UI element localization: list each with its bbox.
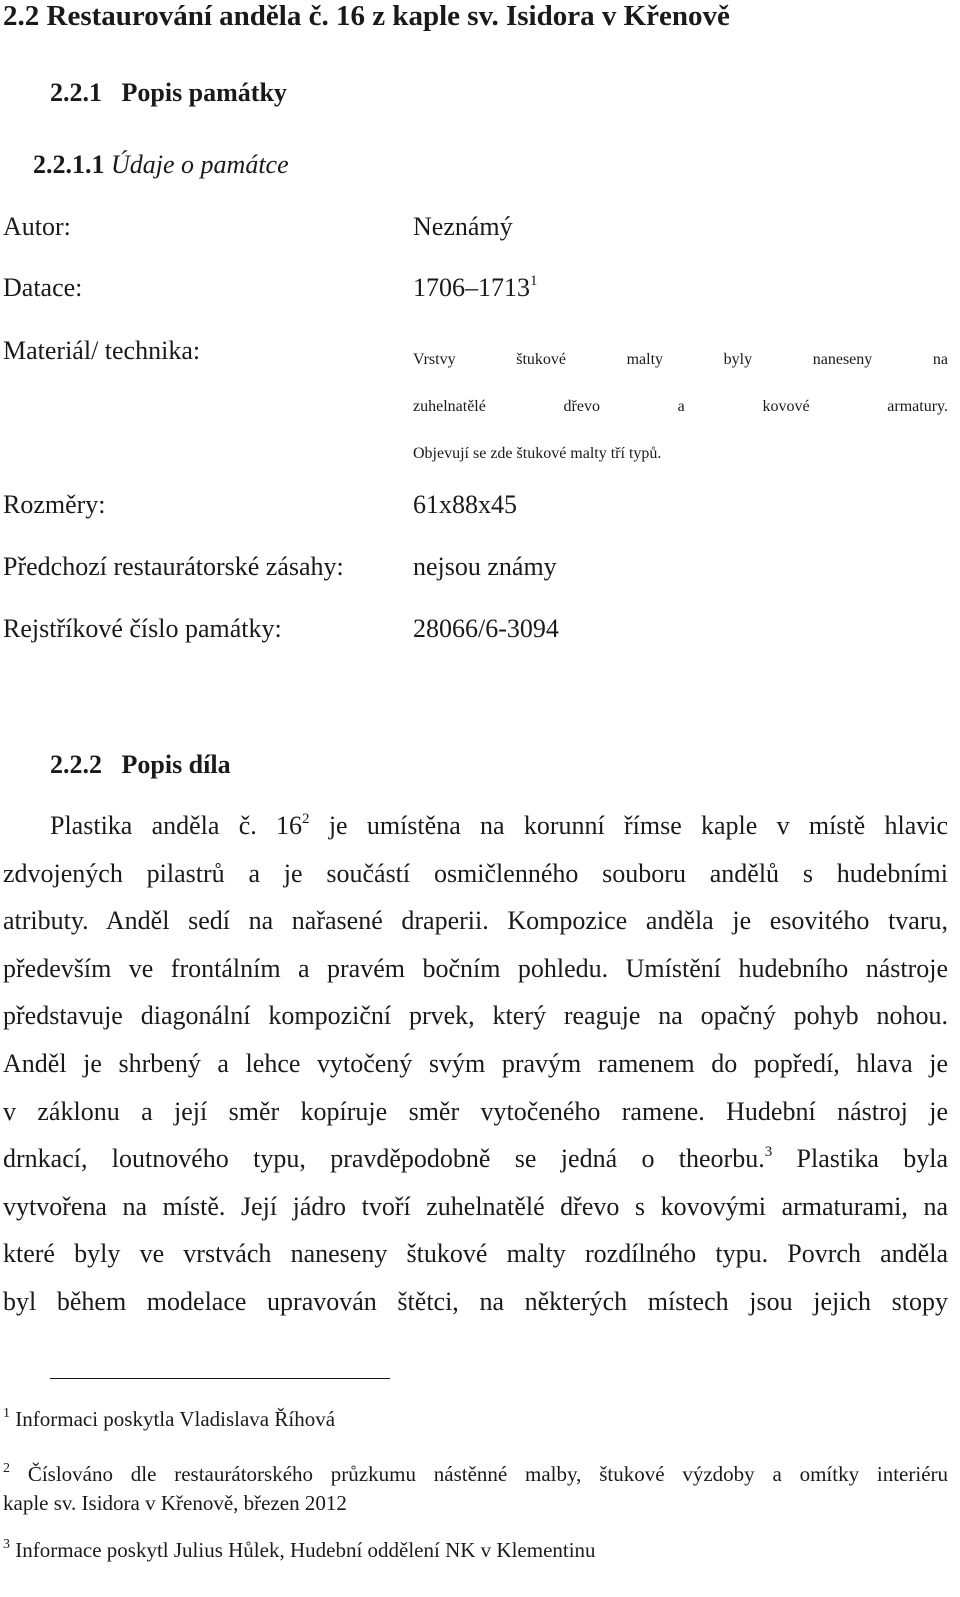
- footnote-text: Číslováno dle restaurátorského průzkumu nástěnné malby, štukové výzdoby a omítky interiéru: [27, 1462, 949, 1486]
- paragraph-line: atributy. Anděl sedí na nařasené draperii. Kompozice anděla je esovitého tvaru,: [3, 906, 948, 936]
- heading-number: 2.2.2: [50, 750, 102, 779]
- text-run: Plastika byla: [772, 1144, 948, 1174]
- footnote-line: [3, 1460, 948, 1489]
- footnote-line: kaple sv. Isidora v Křenově, březen 2012: [3, 1491, 347, 1515]
- paragraph-line: byl během modelace upravován štětci, na některých místech jsou jejich stopy: [3, 1286, 948, 1316]
- footnote-2: [3, 1460, 948, 1518]
- text-run: drnkací, loutnového typu, pravděpodobně se jedná o theorbu.: [3, 1144, 765, 1174]
- footnote-line: [3, 1405, 948, 1434]
- material-value: [413, 336, 948, 477]
- registry-number-label: Rejstříkové číslo památky:: [3, 614, 282, 643]
- dating-value: [413, 273, 538, 303]
- dating-text: 1706–1713: [413, 273, 530, 302]
- author-value: Neznámý: [413, 212, 513, 241]
- footnote-ref-2: 2: [302, 811, 310, 827]
- footnote-line: [3, 1536, 948, 1565]
- paragraph-line: především ve frontálním a pravém bočním pohledu. Umístění hudebního nástroje: [3, 953, 948, 983]
- footnote-text: Informaci poskytla Vladislava Říhová: [15, 1407, 336, 1431]
- prior-interventions-label: Předchozí restaurátorské zásahy:: [3, 552, 344, 581]
- heading-number: 2.2.1.1: [33, 150, 105, 179]
- registry-number-value: 28066/6-3094: [413, 614, 559, 643]
- footnote-separator: [50, 1378, 390, 1379]
- material-line: Objevují se zde štukové malty tří typů.: [413, 445, 662, 462]
- heading-number: 2.2.1: [50, 78, 102, 107]
- author-label: Autor:: [3, 212, 71, 241]
- footnote-number: 2: [3, 1461, 10, 1476]
- heading-title: Údaje o památce: [111, 150, 289, 179]
- description-paragraph: [3, 802, 948, 1326]
- footnote-ref-3: 3: [764, 1144, 773, 1161]
- paragraph-line: zdvojených pilastrů a je součástí osmičlenného souboru andělů s hudebními: [3, 858, 948, 888]
- material-line: zuhelnatělé dřevo a kovové armatury.: [413, 398, 948, 415]
- text-run: je umístěna na korunní římse kaple v místě hlavic: [309, 811, 948, 840]
- paragraph-line: v záklonu a její směr kopíruje směr vytočeného ramene. Hudební nástroj je: [3, 1096, 948, 1126]
- footnote-1: [3, 1405, 948, 1434]
- paragraph-line: [3, 1135, 948, 1183]
- prior-interventions-value: nejsou známy: [413, 552, 557, 581]
- heading-title: Popis památky: [121, 78, 287, 107]
- paragraph-line: vytvořena na místě. Její jádro tvoří zuhelnatělé dřevo s kovovými armaturami, na: [3, 1191, 948, 1221]
- paragraph-line: [3, 802, 948, 850]
- dimensions-value: 61x88x45: [413, 490, 517, 519]
- paragraph-line: představuje diagonální kompoziční prvek, který reaguje na opačný pohyb nohou.: [3, 1001, 948, 1031]
- dating-label: Datace:: [3, 273, 83, 302]
- footnote-ref-1: 1: [530, 273, 538, 289]
- paragraph-line: Anděl je shrbený a lehce vytočený svým pravým ramenem do popředí, hlava je: [3, 1048, 948, 1078]
- footnote-text: Informace poskytl Julius Hůlek, Hudební oddělení NK v Klementinu: [15, 1538, 596, 1562]
- footnote-number: 3: [3, 1537, 10, 1552]
- subsection-heading-popis-pamatky: [50, 78, 287, 108]
- section-heading: 2.2 Restaurování anděla č. 16 z kaple sv. Isidora v Křenově: [3, 0, 730, 32]
- material-label: Materiál/ technika:: [3, 336, 201, 365]
- material-line: Vrstvy štukové malty byly naneseny na: [413, 351, 948, 368]
- paragraph-line: které byly ve vrstvách naneseny štukové malty rozdílného typu. Povrch anděla: [3, 1239, 948, 1269]
- text-run: Plastika anděla č. 16: [50, 811, 303, 840]
- heading-title: Popis díla: [121, 750, 231, 779]
- subsection-heading-popis-dila: [50, 750, 231, 780]
- dimensions-label: Rozměry:: [3, 490, 106, 519]
- subsubsection-heading-udaje: [33, 150, 289, 180]
- footnote-number: 1: [3, 1406, 10, 1421]
- footnote-3: [3, 1536, 948, 1565]
